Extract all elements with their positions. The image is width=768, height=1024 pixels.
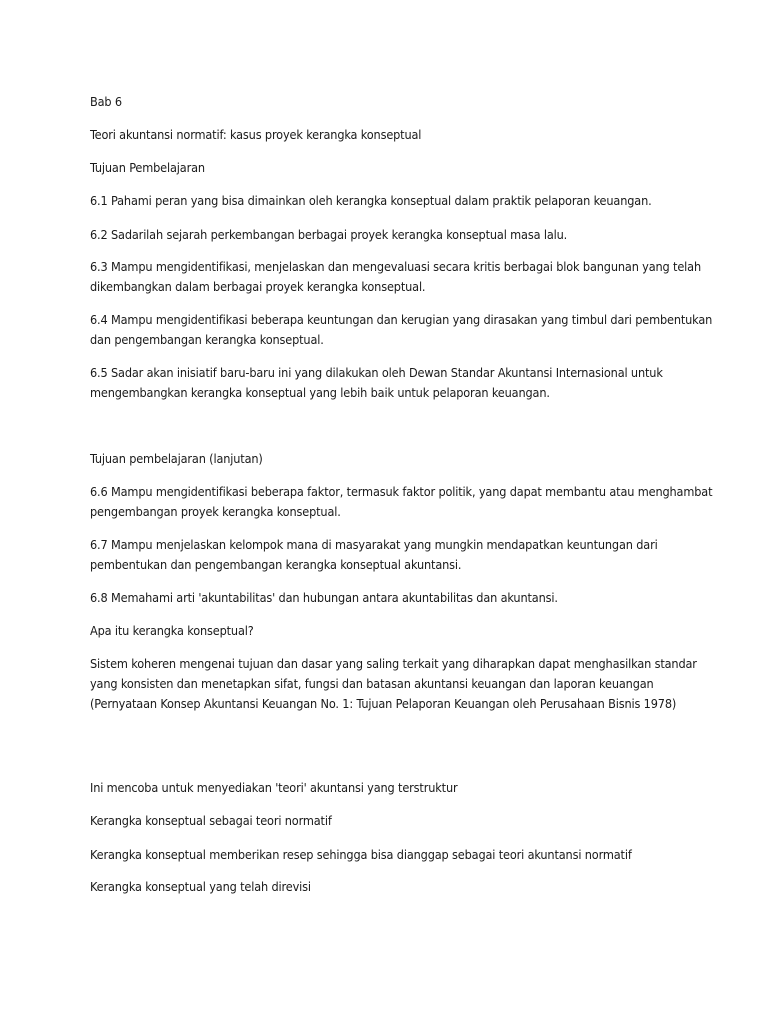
objective-6-7: 6.7 Mampu menjelaskan kelompok mana di masyarakat yang mungkin mendapatkan keuntungan dari pembentukan dan pengembangan kerangka konseptual akuntansi. <box>90 537 658 572</box>
objective-6-3: 6.3 Mampu mengidentifikasi, menjelaskan dan mengevaluasi secara kritis berbagai blok bangunan yang telah dikembangkan dalam berbagai proyek kerangka konseptual. <box>90 259 701 294</box>
document-page <box>90 0 720 1024</box>
theory-line: Ini mencoba untuk menyediakan 'teori' akuntansi yang terstruktur <box>90 780 458 795</box>
objective-6-4: 6.4 Mampu mengidentifikasi beberapa keuntungan dan kerugian yang dirasakan yang timbul dari pembentukan dan pengembangan kerangka konseptual. <box>90 312 713 347</box>
objectives-cont-heading: Tujuan pembelajaran (lanjutan) <box>90 451 263 466</box>
objectives-heading: Tujuan Pembelajaran <box>90 160 205 175</box>
normative-line: Kerangka konseptual sebagai teori normatif <box>90 813 332 828</box>
objective-6-5: 6.5 Sadar akan inisiatif baru-baru ini yang dilakukan oleh Dewan Standar Akuntansi Internasional untuk mengembangkan kerangka konseptual yang lebih baik untuk pelaporan keuangan. <box>90 365 663 400</box>
chapter-label: Bab 6 <box>90 94 122 109</box>
definition-paragraph: Sistem koheren mengenai tujuan dan dasar yang saling terkait yang diharapkan dapat menghasilkan standar yang konsisten dan menetapkan sifat, fungsi dan batasan akuntansi keuangan dan laporan keuangan (Pernyataan Konsep Akuntansi Keuangan No. 1: Tujuan Pelaporan Keuangan oleh Perusahaan Bisnis 1978) <box>90 656 697 711</box>
revised-line: Kerangka konseptual yang telah direvisi <box>90 879 311 894</box>
objective-6-2: 6.2 Sadarilah sejarah perkembangan berbagai proyek kerangka konseptual masa lalu. <box>90 227 568 242</box>
objective-6-1: 6.1 Pahami peran yang bisa dimainkan oleh kerangka konseptual dalam praktik pelaporan keuangan. <box>90 193 652 208</box>
question-heading: Apa itu kerangka konseptual? <box>90 623 254 638</box>
objective-6-8: 6.8 Memahami arti 'akuntabilitas' dan hubungan antara akuntabilitas dan akuntansi. <box>90 590 558 605</box>
prescription-line: Kerangka konseptual memberikan resep sehingga bisa dianggap sebagai teori akuntansi normatif <box>90 847 632 862</box>
document-title: Teori akuntansi normatif: kasus proyek kerangka konseptual <box>90 127 422 142</box>
objective-6-6: 6.6 Mampu mengidentifikasi beberapa faktor, termasuk faktor politik, yang dapat membantu atau menghambat pengembangan proyek kerangka konseptual. <box>90 484 713 519</box>
